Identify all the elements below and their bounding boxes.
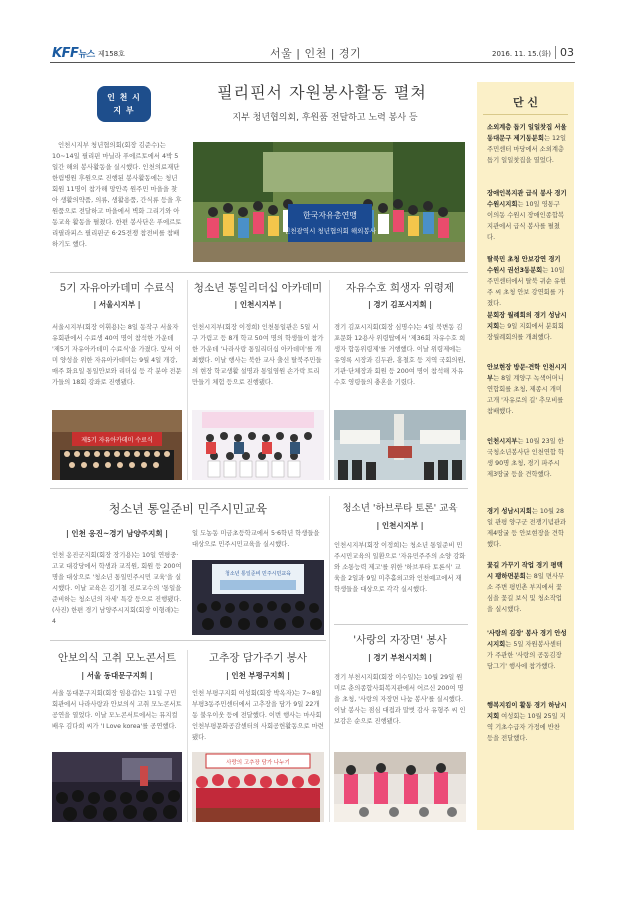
article-photo-a4 <box>192 560 324 635</box>
article-title-a2: 청소년 통일리더십 아카데미 <box>193 282 323 294</box>
sidebar-item: 장애인복지관 급식 봉사 경기 수원시지회는 10일 영통구 이의동 수원시 장애인종합복지관에서 급식 봉사를 펼쳤다. <box>487 190 567 241</box>
article-text-a6: 서울 동대문구지회(회장 임용갑)는 11일 구민회관에서 나라사랑과 안보의식 고취 모노콘서트 공연을 열었다. 이날 모노콘서트에서는 뮤지컬 배우 김다희 씨가 'I Love korea'를 공연했다. <box>52 690 182 730</box>
page-number: 03 <box>555 46 574 59</box>
article-sub-a2: | 인천시지부 | <box>234 300 282 309</box>
article-title-a7: 고추장 담가주기 봉사 <box>209 652 307 664</box>
article-title-a6: 안보의식 고취 모노콘서트 <box>57 652 177 664</box>
section-region: 서울 | 인천 | 경기 <box>270 47 362 60</box>
article-text-a4-left: 인천 옹진군지회(회장 장기용)는 10일 연평중·고교 대강당에서 학생과 교직원, 회원 등 200여 명을 대상으로 '청소년 통일민주시민 교육'을 실시했다. 이날 교육은 김기철 진로교수의 '통일을 준비하는 청소년의 자세' 특강 등으로 진행됐다.(사진) 한편 경기 남양주시지회(회장 이형래)는 4 <box>52 552 182 625</box>
kff-logo: KFF뉴스 <box>52 46 95 61</box>
article-photo-a1 <box>52 410 182 480</box>
article-text-a4-right: 일 도농동 미금초등학교에서 5·6학년 학생들을 대상으로 민주시민교육을 실시했다. <box>192 530 320 548</box>
divider <box>50 272 468 273</box>
lead-headline: 필리핀서 자원봉사활동 펼쳐 <box>217 83 427 102</box>
divider <box>187 280 188 480</box>
sidebar-item: 분회장 월례회의 경기 성남시지회는 9일 지회에서 분회회장월례회의를 개최했다. <box>487 312 567 341</box>
article-sub-a8: | 경기 부천시지회 | <box>367 653 433 662</box>
article-sub-a1: | 서울시지부 | <box>93 300 141 309</box>
page-header <box>0 0 636 62</box>
divider <box>50 488 468 489</box>
svg-text:제5기 자유아카데미 수료식: 제5기 자유아카데미 수료식 <box>81 437 153 444</box>
divider <box>329 496 330 822</box>
sidebar-rule <box>483 114 568 115</box>
svg-text:청소년 통일준비 민주시민교육: 청소년 통일준비 민주시민교육 <box>225 571 291 577</box>
divider <box>187 650 188 822</box>
article-photo-a2 <box>192 410 324 480</box>
region-tag: 인 천 시 지 부 <box>97 86 151 122</box>
sidebar-item: 행복지킴이 활동 경기 하남시지회 여성회는 10월 25일 지역 기초수급자 가정에 반찬 등을 전달했다. <box>487 702 567 742</box>
article-title-a3: 자유수호 희생자 위령제 <box>345 282 455 294</box>
article-title-a8: '사랑의 자장면' 봉사 <box>353 634 447 646</box>
divider <box>334 624 468 625</box>
issue-date: 2016. 11. 15.(화) <box>492 50 551 58</box>
header-rule <box>50 62 575 63</box>
divider <box>50 640 326 641</box>
article-photo-a7 <box>192 752 324 822</box>
article-photo-a6 <box>52 752 182 822</box>
lead-photo <box>193 142 465 262</box>
sidebar-title: 단 신 <box>512 96 539 109</box>
article-sub-a6: | 서울 동대문구지회 | <box>81 671 153 680</box>
banner-line2: 인천광역시 청년협의회 해외봉사 <box>283 227 377 235</box>
article-photo-a8 <box>334 752 466 822</box>
sidebar-item: '사랑의 김장' 봉사 경기 안성시지회는 5일 자원봉사센터가 주관한 '사랑의 공동김장 담그기' 행사에 참가했다. <box>487 630 567 670</box>
article-title-a4: 청소년 통일준비 민주시민교육 <box>108 502 268 516</box>
sidebar-item: 탈북민 초청 안보강연 경기 수원시 권선3동분회는 10일 주민센터에서 탈북 귀순 유현주 씨 초청 안보 강연회를 가졌다. <box>487 256 566 307</box>
article-text-a2: 인천시지부(회장 이정희) 인천통일관은 5일 서구 가림고 등 8개 학교 50여 명의 학생들이 참가한 가운데 '나라사랑 통일리더십 아카데미'를 개최했다. 이날 행사는 북한 교사 출신 탈북주민들의 현장 학교생활 설명과 통일염원 손가락 트리 만들기 체험 등으로 진행됐다. <box>192 324 324 386</box>
sidebar-item: 꽃길 가꾸기 작업 경기 평택시 팽하면분회는 8일 면사무소 주변 평빈촌 부지에서 꽃심을 꽃길 보식 및 청소작업을 실시했다. <box>487 562 565 613</box>
divider <box>329 280 330 480</box>
sidebar-item: 소외계층 돕기 일일찻집 서울 동대문구 제기동분회는 12일 주민센터 마당에서 소외계층 돕기 일일찻집을 열었다. <box>487 124 567 164</box>
article-sub-a5: | 인천시지부 | <box>376 521 424 530</box>
sidebar-item: 경기 성남시지회는 10월 28일 관평 양구군 전쟁기념관과 제4땅굴 등 안보현장을 견학했다. <box>487 508 566 548</box>
article-sub-a7: | 인천 부평구지회 | <box>225 671 291 680</box>
sidebar-item: 인천시지부는 10월 23일 한국청소년봉사단 인천연합 학생 90명 초청, 경기 파주시 제3땅굴 등을 견학했다. <box>487 438 564 478</box>
issue-number: 제158호 <box>98 50 125 58</box>
banner-line1: 한국자유총연맹 <box>302 211 358 220</box>
article-text-a1: 서울시지부(회장 이휘용)는 8일 동작구 서울자유회관에서 수료생 40여 명이 참석한 가운데 '제5기 자유아카데미 수료식'을 가졌다. 앞서 이미 양성을 위한 자유아카데미는 9월 4일 개강, 매주 화요일 통일안보와 리더십 등 각 분야 전문가들의 18회 강좌로 진행됐다. <box>52 324 182 386</box>
article-sub-a4: | 인천 옹진~경기 남양주지회 | <box>66 529 168 538</box>
lead-subhead: 지부 청년협의회, 후원품 전달하고 노력 봉사 등 <box>232 113 418 123</box>
lead-body-text: 인천시지부 청년협의회(회장 김준수)는 10~14일 필리핀 마닐라 푸에르토에서 4박 5일간 해외 봉사활동을 실시했다. 인천의료재단 한림병원 후원으로 진행된 봉사활동에는 청년회원 11명이 참가해 망안족 원주민 마을을 찾아 생활의약품, 의류, 생활용품, 간식류 등을 후원품으로 전달하고 마을에서 벽화 그리기와 아동교육 활동을 펼쳤다. 한편 봉사단은 푸에르토 리필라피스 필리핀군 6·25전쟁 참전비를 참배하기도 했다. <box>52 141 182 248</box>
article-photo-a3 <box>334 410 466 480</box>
article-text-a8: 경기 부천시지회(회장 이수일)는 10월 29일 원미로 춘의종합사회복지관에서 어르신 200여 명을 초청, '사랑의 자장면 나눔 봉사'를 실시했다. 이날 봉사는 점심 대접과 말벗 감사 유형주 씨 인보감은 순으로 진행됐다. <box>334 674 466 725</box>
article-sub-a3: | 경기 김포시지회 | <box>367 300 433 309</box>
article-title-a5: 청소년 '하브루타 토론' 교육 <box>342 503 458 514</box>
article-text-a3: 경기 김포시지회(회장 심명수)는 4일 북변동 김포문화 12용사 위령탑에서 '제36회 자유수호 희생자 합동위령제'를 거행했다. 이날 위령제에는 유영록 시장과 김두관, 홍철호 등 지역 국회의원, 기관·단체장과 회원 등 200여 명이 참석해 자유수호 영령들의 충혼을 기렸다. <box>334 324 466 386</box>
article-title-a1: 5기 자유아카데미 수료식 <box>59 282 175 294</box>
sidebar-item: 안보현장 방문·견학 인천시지부는 8일 계양구 녹색어머니연합회를 초청, 제종시 개미고개 '자유로의 길' 추모비를 참배했다. <box>487 364 567 415</box>
article-text-a5: 인천시지부(회장 이정희)는 청소년 통일준비 민주시민교육의 일환으로 '자유민주주의 소양 강화와 소통능력 제고'를 위한 '하브루타 토론식' 교육을 2일과 9일 미추홀외고와 인천예고에서 재학생들을 대상으로 각각 실시했다. <box>334 542 466 593</box>
svg-text:사랑의 고추장 담가 나누기: 사랑의 고추장 담가 나누기 <box>226 760 290 766</box>
article-text-a7: 인천 부평구지회 여성회(회장 박옥자)는 7~8일 부평3동주민센터에서 고추장을 담가 9일 22개 동 불우이웃 등에 전달했다. 이번 행사는 마사회 인천부평문화공감센터의 사회공헌활동으로 마련됐다. <box>192 690 324 741</box>
